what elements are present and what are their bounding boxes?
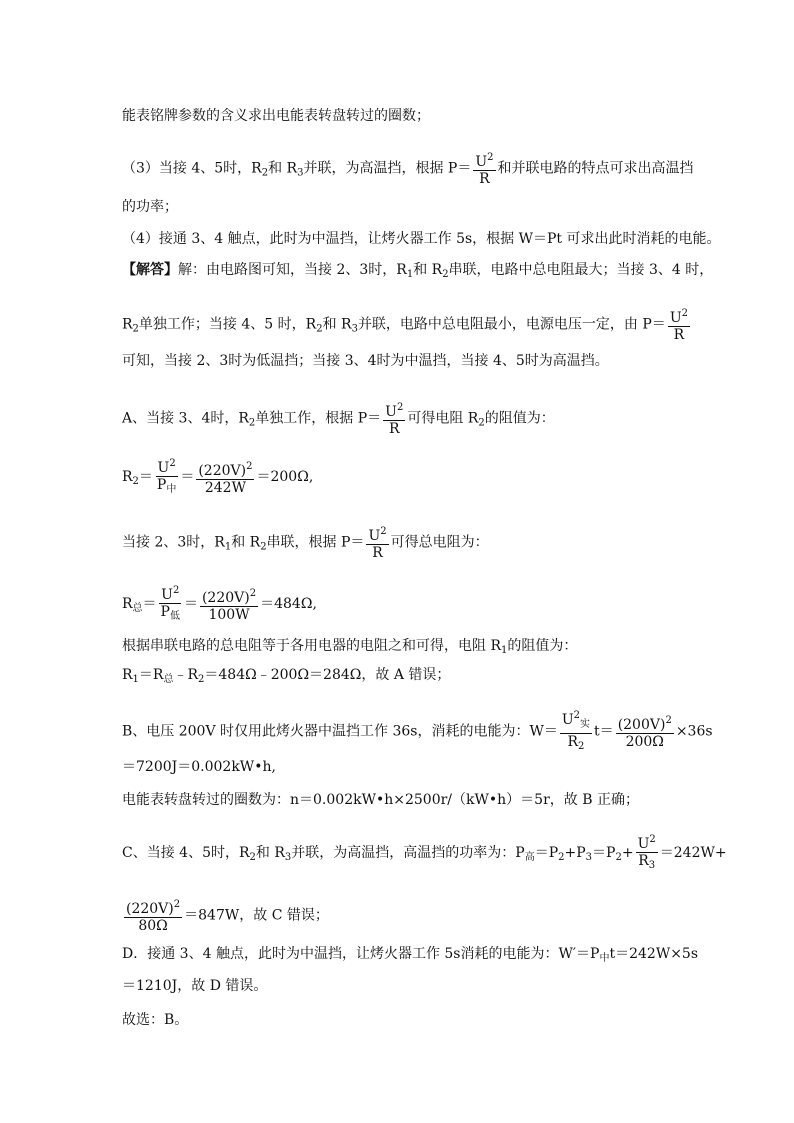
fraction: $\frac{U^2}{P_中}$ <box>156 458 177 495</box>
fraction: $\frac{(220V)^2}{80\Omega}$ <box>126 899 181 934</box>
text-line-13: $R_1=R_总﹣R_2=484\Omega﹣200\Omega=284\Omega$，故 A 错误； <box>122 667 451 685</box>
equation-r2: $R_2=$ $\frac{U^2}{P_中}$ ＝ $\frac{(220V)^2}{242W}$ ＝200Ω, <box>122 456 313 498</box>
option-a-line: A、当接 3、4时，$R_2$单独工作，根据 P＝ $\frac{U^2}{R}$ 可得电阻 $R_2$的阻值为： <box>122 402 555 437</box>
text-line-7: 可知，当接 2、3时为低温挡；当接 3、4时为中温挡，当接 4、5时为高温挡。 <box>122 353 609 369</box>
text-line-1: 能表铭牌参数的含义求出电能表转盘转过的圈数； <box>122 108 430 124</box>
power-formula-fraction: $\frac{U^2}{R}$ <box>669 308 688 343</box>
power-formula-fraction: $\frac{U^2}{R}$ <box>368 526 387 561</box>
fraction: $\frac{(220V)^2}{100W}$ <box>201 587 257 623</box>
power-formula-fraction: $\frac{U^2}{R}$ <box>475 152 494 187</box>
text-line-18: $\frac{(220V)^2}{80\Omega}$ ＝847W，故 C 错误； <box>126 899 329 934</box>
option-b-line: B、电压 200V 时仅用此烤火器中温挡工作 36s，消耗的电能为：W＝ $\frac{U^2_实}{R_2}$ t＝ $\frac{(200V)^2}{200\Omega}$ ×36s <box>122 708 713 755</box>
fraction: $\frac{U^2_实}{R_2}$ <box>561 710 591 752</box>
answer-line-1: 【解答】解：由电路图可知，当接 2、3时，$R_1$和 $R_2$串联，电路中总电阻最大；当接 3、4 时， <box>122 262 714 280</box>
fraction: $\frac{U^2}{P_低}$ <box>160 585 180 622</box>
fraction: $\frac{(220V)^2}{242W}$ <box>198 460 253 496</box>
final-answer: 故选：B。 <box>122 1012 189 1028</box>
equation-r-total: $R_总=$ $\frac{U^2}{P_低}$ ＝ $\frac{(220V)^2}{100W}$ ＝484Ω, <box>122 583 317 625</box>
text-line-2: （3）当接 4、5时，$R_2$和 $R_3$并联，为高温挡，根据 P＝ $\frac{U^2}{R}$ 和并联电路的特点可求出高温挡 <box>122 152 694 187</box>
text-line-6: $R_2$单独工作；当接 4、5 时，$R_2$和 $R_3$并联，电路中总电阻最小，电源电压一定，由 P＝ $\frac{U^2}{R}$ <box>122 308 688 343</box>
option-c-line: C、当接 4、5时，$R_2$和 $R_3$并联，为高温挡，高温挡的功率为：$P_高=P_2+P_3=P_2+$ $\frac{U^2}{R_3}$ ＝242W+ <box>122 832 727 874</box>
power-formula-fraction: $\frac{U^2}{R}$ <box>385 402 404 437</box>
text-line-12: 根据串联电路的总电阻等于各用电器的电阻之和可得，电阻 $R_1$的阻值为： <box>122 638 578 656</box>
fraction: $\frac{U^2}{R_3}$ <box>637 834 656 871</box>
text-line-15: ＝7200J＝0.002kW•h, <box>122 759 276 775</box>
fraction: $\frac{(200V)^2}{200\Omega}$ <box>617 715 672 750</box>
text-line-10: 当接 2、3时，$R_1$和 $R_2$串联，根据 P＝ $\frac{U^2}{R}$ 可得总电阻为： <box>122 526 489 561</box>
text-line-16: 电能表转盘转过的圈数为：n＝0.002kW•h×2500r/（kW•h）＝5r，故 B 正确； <box>122 792 639 808</box>
text-line-20: ＝1210J，故 D 错误。 <box>122 978 268 994</box>
text-line-4: （4）接通 3、4 触点，此时为中温挡，让烤火器工作 5s，根据 W＝Pt 可求出此时消耗的电能。 <box>122 231 721 247</box>
text-line-3: 的功率； <box>122 199 178 215</box>
option-d-line: D．接通 3、4 触点，此时为中温挡，让烤火器工作 5s消耗的电能为：$W'=P_中t=242W\times 5s$ <box>122 946 699 964</box>
answer-tag: 【解答】 <box>122 262 178 278</box>
